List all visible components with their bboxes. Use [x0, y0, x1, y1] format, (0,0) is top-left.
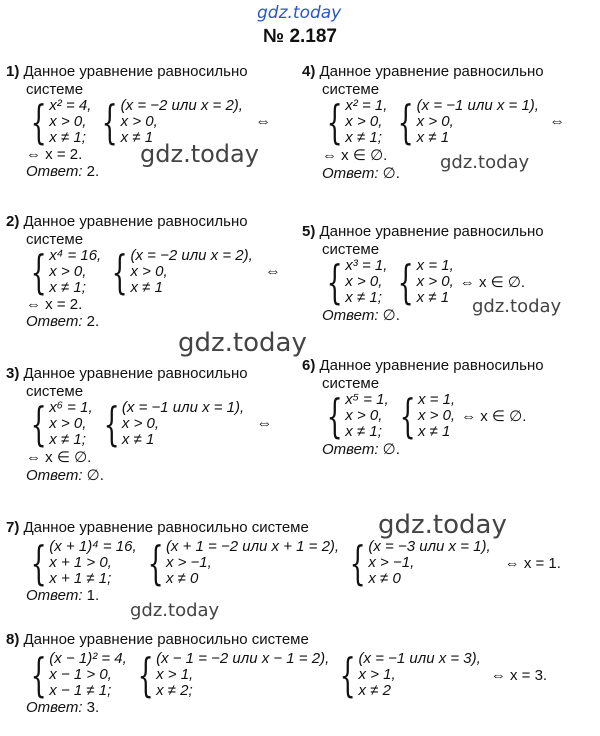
intro-tail: системе	[322, 81, 380, 98]
result: ⇔ x ∈ ∅.	[459, 274, 526, 291]
answer-value: 3.	[86, 699, 100, 716]
result: ⇔ x = 1.	[504, 554, 561, 572]
result: ⇔ x ∈ ∅.	[26, 449, 92, 466]
system-1: x⁶ = 1, x > 0, x ≠ 1;	[49, 399, 93, 448]
watermark: gdz.today	[178, 328, 307, 358]
problem-8	[6, 630, 547, 716]
intro-text: Данное уравнение равносильно	[23, 63, 248, 80]
watermark: gdz.today	[472, 296, 562, 317]
intro-tail: системе	[26, 383, 84, 400]
answer-value: ∅.	[86, 467, 104, 484]
system-2: x = 1, x > 0, x ≠ 1	[417, 391, 456, 440]
intro-tail: системе	[26, 231, 84, 248]
problem-number: 8)	[6, 631, 20, 648]
intro-tail: системе	[322, 241, 380, 258]
intro-text: Данное уравнение равносильно	[319, 63, 544, 80]
equivalence-arrow: ⇔	[264, 263, 281, 280]
answer-value: 1.	[86, 587, 100, 604]
system-2: (x = −2 или x = 2), x > 0, x ≠ 1	[130, 247, 253, 296]
page-title: № 2.187	[262, 26, 337, 47]
answer-label: Ответ:	[26, 467, 83, 484]
system-2: (x = −2 или x = 2), x > 0, x ≠ 1	[120, 97, 243, 146]
equation-block: { x⁴ = 16, x > 0, x ≠ 1; { (x = −2 или x = 2), x > 0, x ≠ 1 ⇔	[30, 245, 281, 299]
answer-value: ∅.	[382, 307, 400, 324]
problem-number: 5)	[302, 223, 316, 240]
system-2: (x = −1 или x = 1), x > 0, x ≠ 1	[121, 399, 245, 448]
system-3: (x = −1 или x = 3), x > 1, x ≠ 2	[358, 650, 481, 699]
equation-block: { x² = 1, x > 0, x ≠ 1; { (x = −1 или x = 1), x > 0, x ≠ 1 ⇔	[326, 95, 565, 149]
equivalence-arrow: ⇔	[256, 415, 273, 432]
intro-text: Данное уравнение равносильно	[23, 519, 248, 536]
result: ⇔ x = 2.	[26, 296, 83, 313]
answer-label: Ответ:	[322, 307, 379, 324]
problem-number: 1)	[6, 63, 20, 80]
problem-number: 3)	[6, 365, 20, 382]
intro-tail: системе	[251, 519, 309, 536]
system-2: (x = −1 или x = 1), x > 0, x ≠ 1	[416, 97, 539, 146]
equation-block: { x⁶ = 1, x > 0, x ≠ 1; { (x = −1 или x = 1), x > 0, x ≠ 1 ⇔	[30, 397, 273, 451]
intro-tail: системе	[251, 631, 309, 648]
equation-block: { x² = 4, x > 0, x ≠ 1; { (x = −2 или x = 2), x > 0, x ≠ 1 ⇔	[30, 95, 271, 149]
system-1: (x + 1)⁴ = 16, x + 1 > 0, x + 1 ≠ 1;	[49, 538, 137, 587]
system-1: (x − 1)² = 4, x − 1 > 0, x − 1 ≠ 1;	[49, 650, 127, 699]
problem-6	[302, 356, 544, 458]
equivalence-arrow: ⇔	[254, 113, 271, 130]
equivalence-arrow: ⇔	[548, 113, 565, 130]
result: ⇔ x ∈ ∅.	[322, 147, 388, 164]
system-1: x² = 4, x > 0, x ≠ 1;	[49, 97, 92, 146]
system-1: x⁴ = 16, x > 0, x ≠ 1;	[49, 247, 102, 296]
watermark: gdz.today	[130, 600, 220, 621]
system-2: (x + 1 = −2 или x + 1 = 2), x > −1, x ≠ 0	[165, 538, 340, 587]
intro-text: Данное уравнение равносильно	[319, 223, 544, 240]
intro-text: Данное уравнение равносильно	[23, 213, 248, 230]
problem-2	[6, 212, 281, 330]
answer-label: Ответ:	[26, 313, 83, 330]
equation-block: { x³ = 1, x > 0, x ≠ 1; { x = 1, x > 0, x ≠ 1 ⇔ x ∈ ∅.	[326, 255, 526, 309]
problem-number: 6)	[302, 357, 316, 374]
system-2: (x − 1 = −2 или x − 1 = 2), x > 1, x ≠ 2;	[156, 650, 330, 699]
answer-label: Ответ:	[26, 587, 83, 604]
answer-label: Ответ:	[26, 699, 83, 716]
watermark: gdz.today	[440, 152, 530, 173]
problem-3	[6, 364, 272, 484]
result: ⇔ x = 2.	[26, 146, 83, 163]
watermark-top: gdz.today	[257, 3, 342, 23]
intro-tail: системе	[26, 81, 84, 98]
answer-value: 2.	[86, 163, 100, 180]
problem-number: 4)	[302, 63, 316, 80]
watermark: gdz.today	[140, 140, 259, 168]
answer-value: ∅.	[382, 441, 400, 458]
watermark: gdz.today	[378, 510, 507, 540]
answer-value: ∅.	[382, 165, 400, 182]
answer-label: Ответ:	[26, 163, 83, 180]
system-1: x³ = 1, x > 0, x ≠ 1;	[345, 257, 388, 306]
system-1: x⁵ = 1, x > 0, x ≠ 1;	[345, 391, 389, 440]
answer-label: Ответ:	[322, 165, 379, 182]
answer-label: Ответ:	[322, 441, 379, 458]
equation-block: { (x − 1)² = 4, x − 1 > 0, x − 1 ≠ 1; { (x − 1 = −2 или x − 1 = 2), x > 1, x ≠ 2; { (x = −1 или x = 3), x > 1, x ≠ 2 ⇔ x = 3.	[30, 648, 548, 702]
intro-text: Данное уравнение равносильно	[23, 365, 248, 382]
answer-value: 2.	[86, 313, 100, 330]
equation-block: { (x + 1)⁴ = 16, x + 1 > 0, x + 1 ≠ 1; { (x + 1 = −2 или x + 1 = 2), x > −1, x ≠ 0 { (x = −3 или x = 1), x > −1, x ≠ 0 ⇔ x = 1.	[30, 536, 561, 590]
equation-block: { x⁵ = 1, x > 0, x ≠ 1; { x = 1, x > 0, x ≠ 1 ⇔ x ∈ ∅.	[326, 389, 527, 443]
intro-text: Данное уравнение равносильно	[319, 357, 544, 374]
intro-text: Данное уравнение равносильно	[23, 631, 248, 648]
result: ⇔ x = 3.	[490, 666, 548, 684]
system-3: (x = −3 или x = 1), x > −1, x ≠ 0	[368, 538, 491, 587]
problem-number: 2)	[6, 213, 20, 230]
system-2: x = 1, x > 0, x ≠ 1	[416, 257, 454, 306]
problem-number: 7)	[6, 519, 20, 536]
result: ⇔ x ∈ ∅.	[461, 408, 527, 425]
system-1: x² = 1, x > 0, x ≠ 1;	[345, 97, 388, 146]
intro-tail: системе	[322, 375, 380, 392]
